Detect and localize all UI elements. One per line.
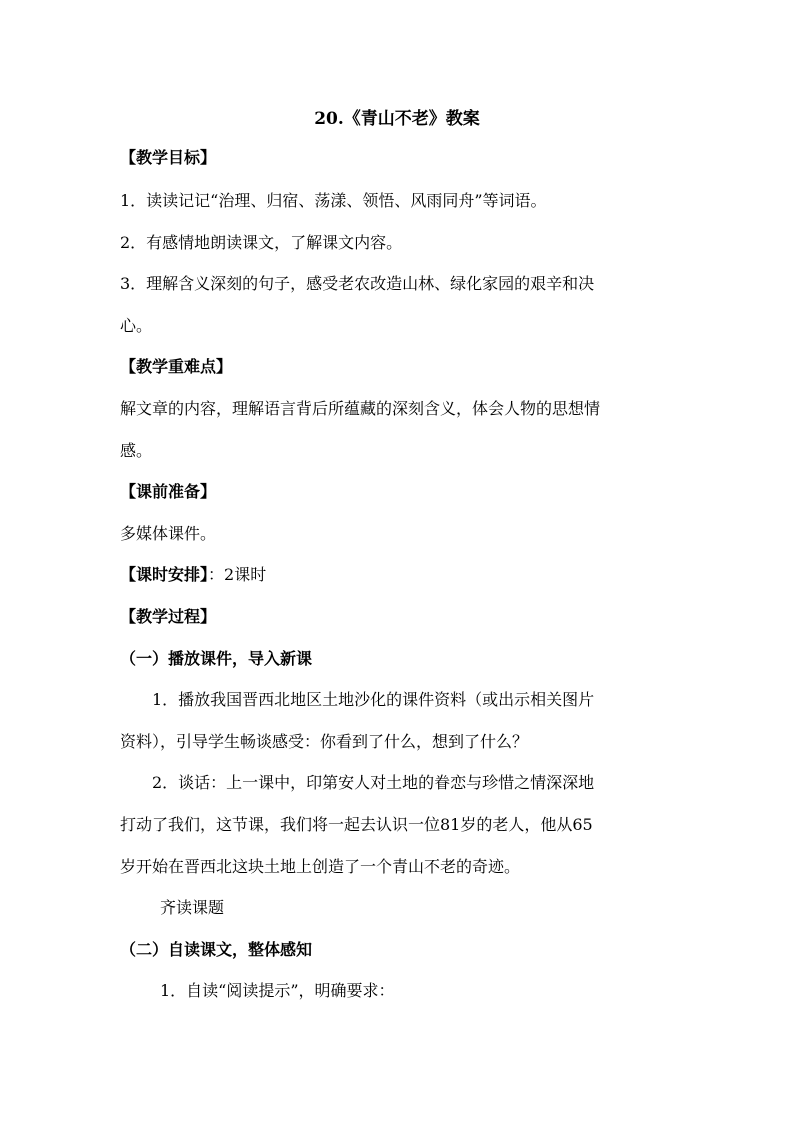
document-title: 20.《青山不老》教案	[314, 109, 480, 129]
goal-item-3-line-2: 心。	[120, 316, 153, 335]
key-points-heading: 【教学重难点】	[120, 357, 233, 376]
step-1-line-2: 资料），引导学生畅谈感受：你看到了什么，想到了什么？	[120, 732, 529, 751]
schedule-heading: 【课时安排】	[120, 565, 209, 584]
key-points-line-2: 感。	[120, 441, 153, 460]
schedule-line	[120, 564, 266, 586]
preparation-text: 多媒体课件。	[120, 524, 217, 543]
preparation-heading: 【课前准备】	[120, 482, 217, 501]
step-read-hint: 1．自读“阅读提示”，明确要求：	[160, 981, 395, 1000]
read-title-text: 齐读课题	[160, 898, 225, 917]
step-2-line-2: 打动了我们，这节课，我们将一起去认识一位81岁的老人，他从65	[120, 815, 593, 834]
goals-heading: 【教学目标】	[120, 148, 217, 167]
part-one-heading: （一）播放课件，导入新课	[120, 649, 313, 668]
step-1-line-1: 1．播放我国晋西北地区土地沙化的课件资料（或出示相关图片	[152, 690, 595, 709]
process-heading: 【教学过程】	[120, 607, 217, 626]
goal-item-1: 1．读读记记“治理、归宿、荡漾、领悟、风雨同舟”等词语。	[120, 191, 547, 210]
goal-item-2: 2．有感情地朗读课文，了解课文内容。	[120, 233, 403, 252]
goal-item-3-line-1: 3．理解含义深刻的句子，感受老农改造山林、绿化家园的艰辛和决	[120, 274, 595, 293]
step-2-line-1: 2．谈话：上一课中，印第安人对土地的眷恋与珍惜之情深深地	[152, 773, 595, 792]
key-points-line-1: 解文章的内容，理解语言背后所蕴藏的深刻含义，体会人物的思想情	[120, 399, 601, 418]
part-two-heading: （二）自读课文，整体感知	[120, 940, 313, 959]
schedule-text: ：2课时	[208, 565, 267, 584]
step-2-line-3: 岁开始在晋西北这块土地上创造了一个青山不老的奇迹。	[120, 857, 521, 876]
